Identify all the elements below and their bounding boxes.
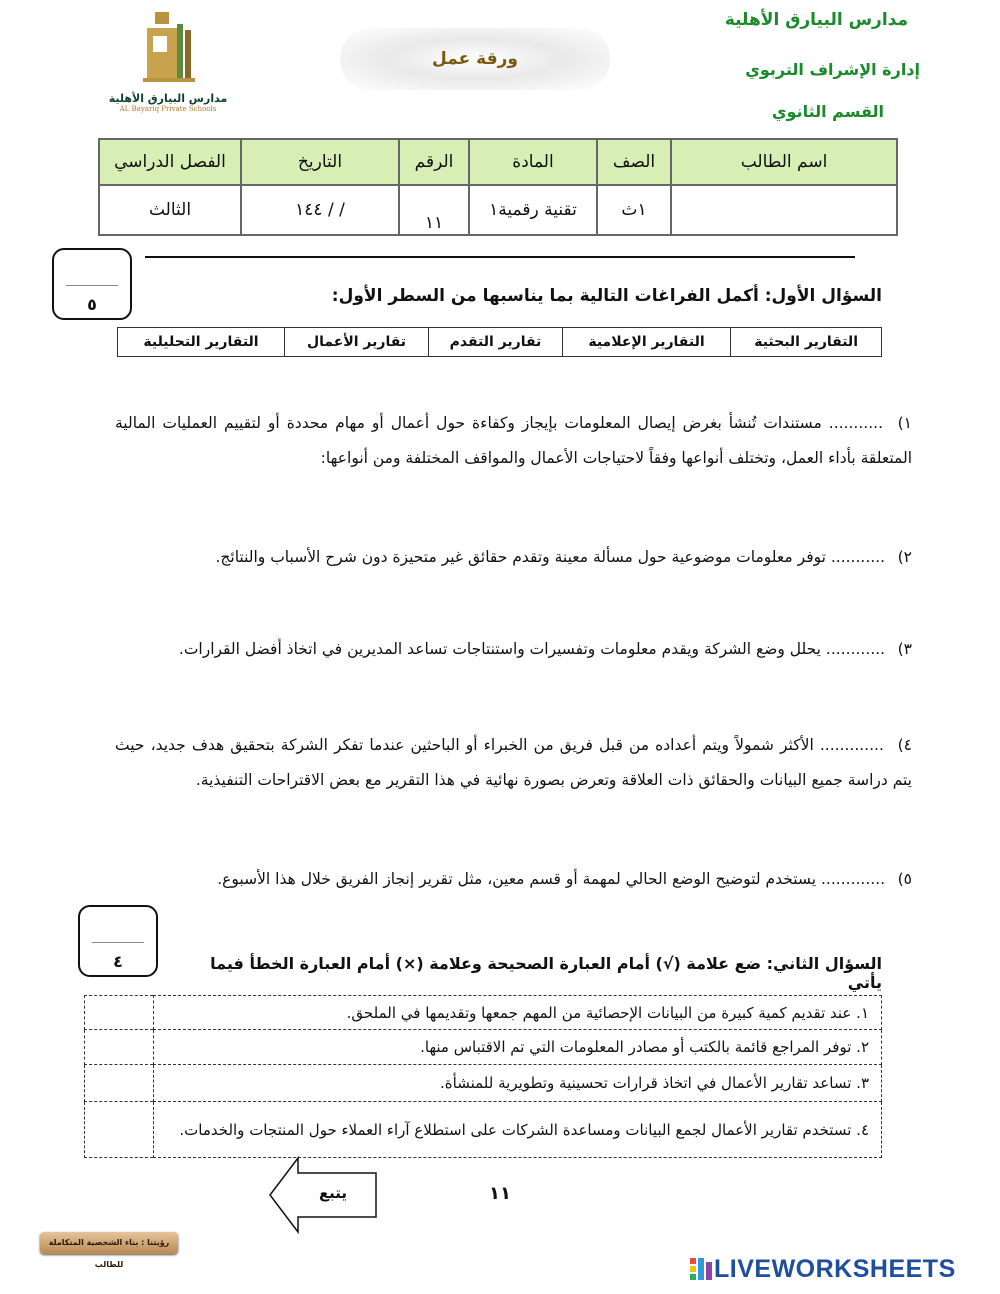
header-subject: المادة — [469, 139, 597, 185]
header-date: التاريخ — [241, 139, 399, 185]
logo-english-text: AL Bayariq Private Schools — [119, 105, 217, 113]
section-name: القسم الثانوي — [771, 102, 884, 121]
tf-statement — [154, 996, 882, 1030]
liveworksheets-logo-icon — [690, 1258, 712, 1280]
word-bank-item: التقارير التحليلية — [118, 328, 285, 357]
item-number: ٥) — [897, 870, 912, 888]
worksheet-title: ورقة عمل — [340, 28, 610, 90]
word-bank-item: تقارير الأعمال — [284, 328, 428, 357]
q1-item-3 — [115, 632, 912, 667]
item-text: ........... توفر معلومات موضوعية حول مسألة معينة وتقدم حقائق غير متحيزة دون شرح الأسباب والنتائج. — [215, 548, 886, 566]
q1-item-1 — [115, 406, 912, 476]
q1-title: السؤال الأول: أكمل الفراغات التالية بما يناسبها من السطر الأول: — [331, 286, 882, 306]
item-text: ........... مستندات تُنشأ بغرض إيصال المعلومات بإيجاز وكفاءة حول أعمال أو مهام محددة أو لتقييم العمليات المالية المتعلقة بأداء العمل، وتختلف أنواعها وفقاً لاحتياجات الأعمال والمواقف المختلفة ومن أنواعها: — [115, 414, 912, 467]
tf-number: ٢. — [856, 1038, 869, 1056]
tf-answer-field[interactable] — [85, 1065, 154, 1102]
word-bank-item: تقارير التقدم — [429, 328, 563, 357]
school-motto: رؤيتنا : بناء الشخصية المتكاملة للطالب — [40, 1232, 178, 1254]
q2-score-box — [78, 905, 158, 977]
tf-text: عند تقديم كمية كبيرة من البيانات الإحصائية من المهم جمعها وتقديمها في الملحق. — [346, 1003, 852, 1022]
header-grade: الصف — [597, 139, 671, 185]
tf-text: توفر المراجع قائمة بالكتب أو مصادر المعلومات التي تم الاقتباس منها. — [420, 1038, 852, 1056]
date-value: / / ١٤٤ — [241, 185, 399, 235]
q1-item-4 — [115, 728, 912, 798]
word-bank-item: التقارير الإعلامية — [562, 328, 730, 357]
department-name: إدارة الإشراف التربوي — [745, 60, 920, 79]
school-logo — [108, 8, 228, 123]
subject-value: تقنية رقمية١ — [469, 185, 597, 235]
header-semester: الفصل الدراسي — [99, 139, 241, 185]
score-line — [66, 285, 118, 286]
student-name-field[interactable] — [671, 185, 897, 235]
tf-text: تساعد تقارير الأعمال في اتخاذ قرارات تحسينية وتطويرية للمنشأة. — [440, 1074, 852, 1092]
q2-score-value: ٤ — [113, 952, 123, 971]
liveworksheets-brand — [690, 1254, 956, 1284]
divider-line — [145, 256, 855, 258]
tf-statement — [154, 1102, 882, 1158]
item-text: ............. الأكثر شمولاً ويتم أعداده من قبل فريق من الخبراء أو الباحثين عندما تفكر الشركة بتحقيق هدف جديد، حيث يتم دراسة جميع البيانات والحقائق ذات العلاقة وتعرض بصورة نهائية في هذا التقرير مع بعض الاقتراحات التنفيذية. — [115, 736, 912, 789]
tf-answer-field[interactable] — [85, 1030, 154, 1065]
student-info-table — [98, 138, 898, 236]
school-logo-icon — [133, 8, 203, 86]
item-number: ٢) — [897, 548, 912, 566]
score-line — [92, 942, 144, 943]
q1-score-box — [52, 248, 132, 320]
tf-answer-field[interactable] — [85, 996, 154, 1030]
header-student-name: اسم الطالب — [671, 139, 897, 185]
q1-score-value: ٥ — [87, 295, 97, 314]
next-arrow — [268, 1156, 380, 1234]
tf-text: تستخدم تقارير الأعمال لجمع البيانات ومساعدة الشركات على استطلاع آراء العملاء حول المنتجات والخدمات. — [179, 1120, 852, 1139]
q1-item-2 — [115, 540, 912, 575]
item-number: ٣) — [897, 640, 912, 658]
q2-title: السؤال الثاني: ضع علامة (√) أمام العبارة الصحيحة وعلامة (×) أمام العبارة الخطأ فيما يأتي — [210, 954, 882, 992]
tf-statement — [154, 1065, 882, 1102]
item-text: ............ يحلل وضع الشركة ويقدم معلومات وتفسيرات واستنتاجات تساعد المديرين في اتخاذ أفضل القرارات. — [178, 640, 886, 658]
header-number: الرقم — [399, 139, 469, 185]
school-name: مدارس البيارق الأهلية — [724, 10, 908, 30]
tf-number: ٣. — [856, 1074, 869, 1092]
next-label: يتبع — [318, 1184, 348, 1202]
true-false-table — [84, 995, 882, 1158]
tf-number: ٤. — [856, 1120, 869, 1139]
page-number: ١١ — [489, 1183, 511, 1204]
logo-arabic-text: مدارس البيارق الأهلية — [108, 92, 228, 105]
number-value: ١١ — [399, 185, 469, 235]
grade-value: ١ث — [597, 185, 671, 235]
word-bank-table — [117, 327, 882, 357]
item-text: ............. يستخدم لتوضيح الوضع الحالي لمهمة أو قسم معين، مثل تقرير إنجاز الفريق خلال هذا الأسبوع. — [217, 870, 886, 888]
tf-answer-field[interactable] — [85, 1102, 154, 1158]
q1-item-5 — [115, 862, 912, 897]
tf-statement — [154, 1030, 882, 1065]
brand-text: LIVEWORKSHEETS — [714, 1255, 956, 1283]
semester-value: الثالث — [99, 185, 241, 235]
item-number: ١) — [897, 414, 912, 432]
item-number: ٤) — [897, 736, 912, 754]
word-bank-item: التقارير البحثية — [731, 328, 882, 357]
tf-number: ١. — [856, 1003, 869, 1022]
